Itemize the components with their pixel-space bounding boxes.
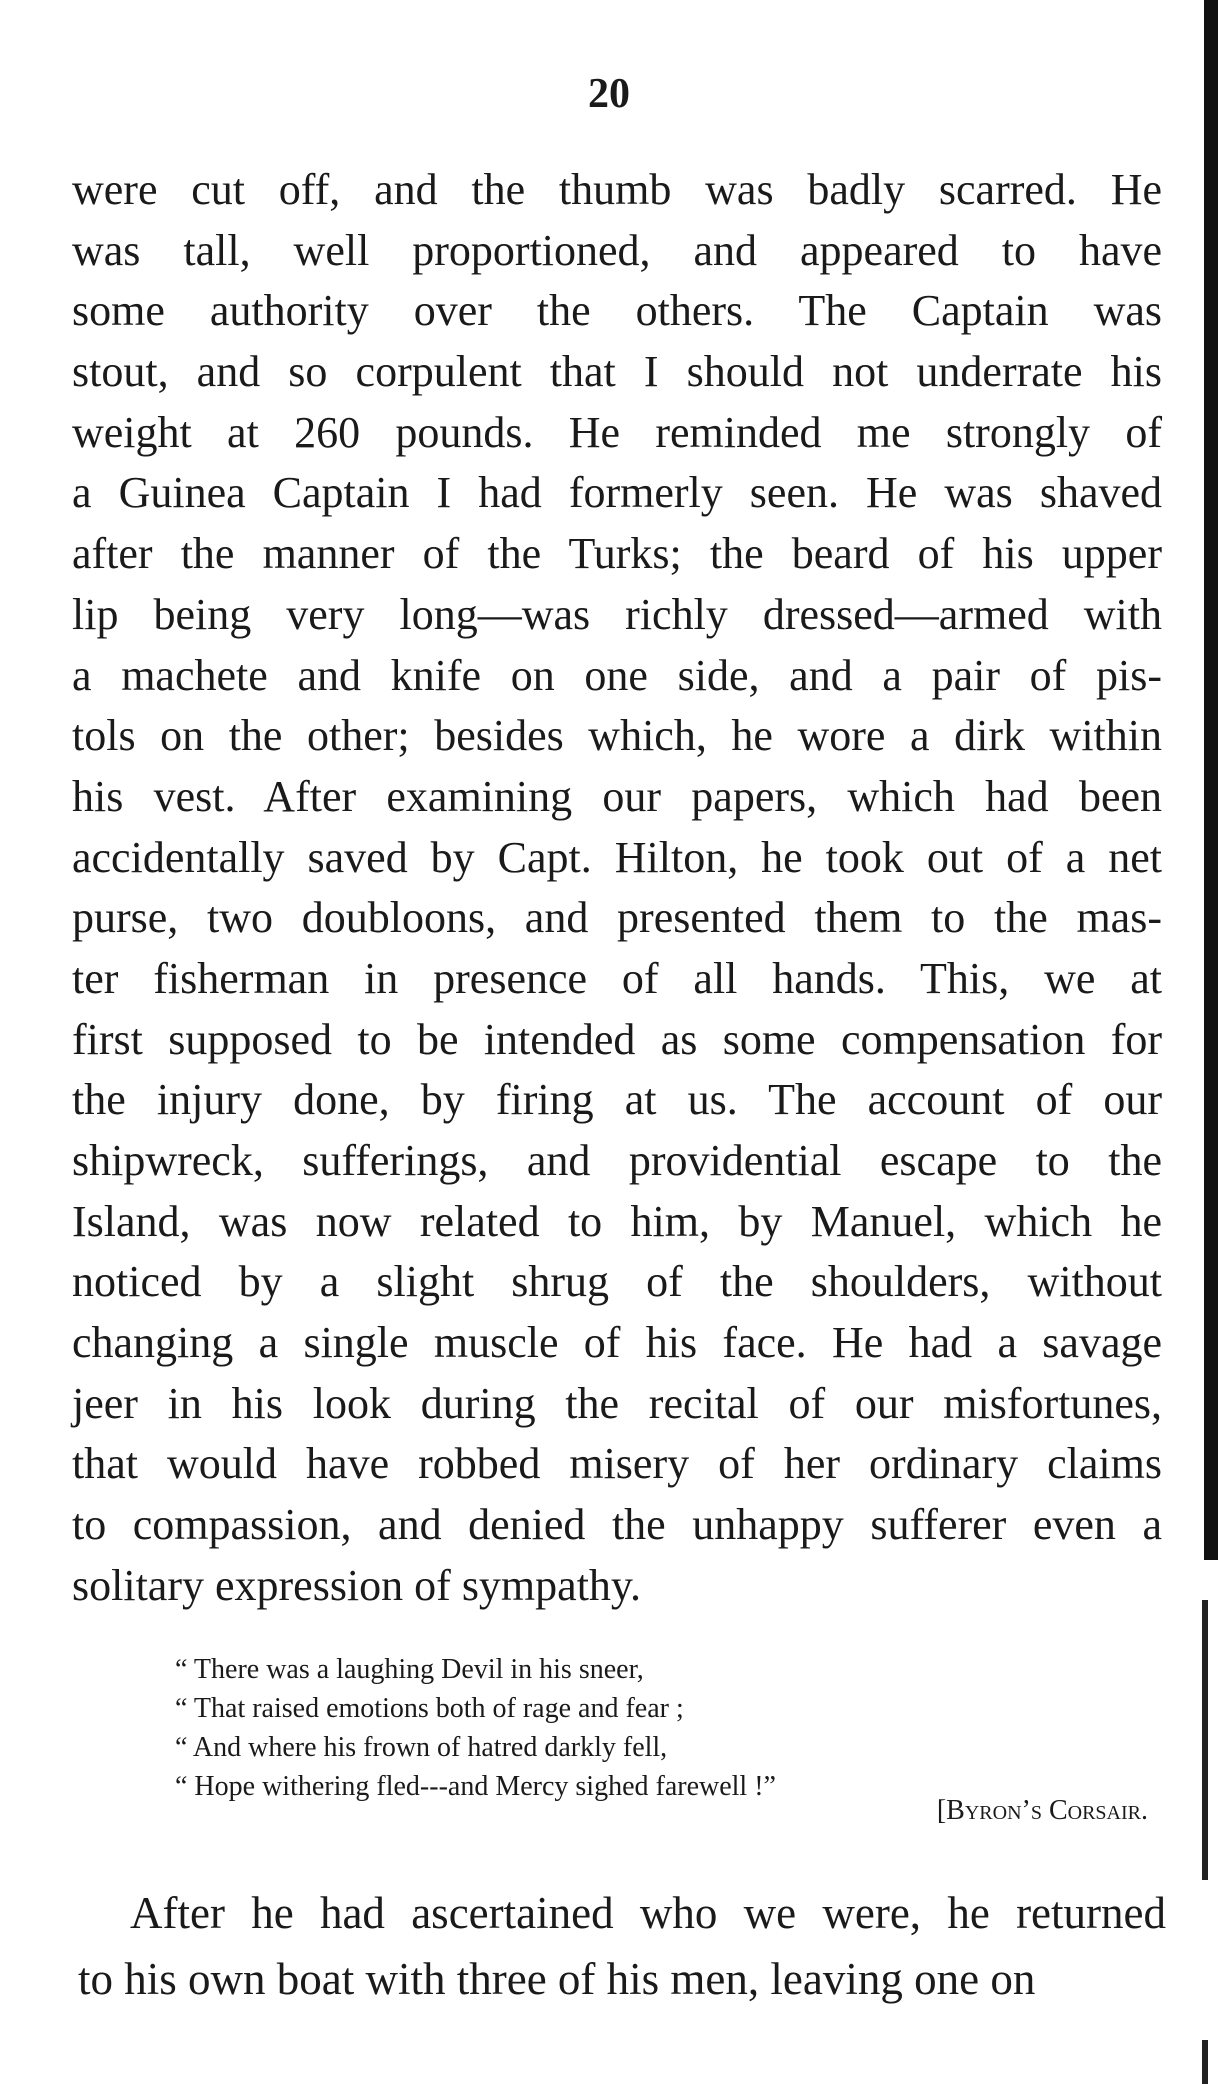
text-line: that would have robbed misery of her ordinary claims xyxy=(72,1439,1162,1489)
text-line: the injury done, by firing at us. The account of our xyxy=(72,1075,1162,1125)
text-line: his vest. After examining our papers, which had been xyxy=(72,771,1162,821)
text-line: after the manner of the Turks; the beard of his upper xyxy=(72,529,1162,579)
text-line: accidentally saved by Capt. Hilton, he took out of a net xyxy=(72,832,1162,882)
scan-edge-fragment xyxy=(1202,2040,1208,2084)
text-line: tols on the other; besides which, he wore a dirk within xyxy=(72,711,1162,761)
text-line: first supposed to be intended as some compensation for xyxy=(72,1014,1162,1064)
body-paragraph xyxy=(72,160,1162,1617)
text-line: shipwreck, sufferings, and providential escape to the xyxy=(72,1136,1162,1185)
verse-line: “ There was a laughing Devil in his sneer, xyxy=(175,1654,644,1685)
verse-attribution xyxy=(937,1795,1148,1827)
text-line: Island, was now related to him, by Manuel, which he xyxy=(72,1196,1162,1246)
scan-edge-fragment xyxy=(1202,1600,1208,1880)
text-line: to compassion, and denied the unhappy sufferer even a xyxy=(72,1500,1162,1550)
closing-paragraph xyxy=(78,1880,1166,2012)
text-line: weight at 260 pounds. He reminded me strongly of xyxy=(72,407,1162,457)
verse-line: “ Hope withering fled---and Mercy sighed farewell !” xyxy=(175,1771,776,1802)
attribution-source: Byron’s Corsair. xyxy=(946,1795,1148,1826)
text-line: purse, two doubloons, and presented them to the mas- xyxy=(72,893,1162,943)
text-line: jeer in his look during the recital of our misfortunes, xyxy=(72,1378,1162,1428)
page-number: 20 xyxy=(588,71,630,117)
text-line: to his own boat with three of his men, leaving one on xyxy=(78,1954,1036,2004)
verse-quotation xyxy=(175,1650,1135,1806)
text-line: lip being very long—was richly dressed—armed with xyxy=(72,589,1162,639)
verse-line: “ And where his frown of hatred darkly fell, xyxy=(175,1732,668,1763)
text-line: were cut off, and the thumb was badly scarred. He xyxy=(72,165,1162,214)
text-line: a machete and knife on one side, and a pair of pis- xyxy=(72,650,1162,700)
text-line: was tall, well proportioned, and appeared to have xyxy=(72,225,1162,275)
attribution-bracket: [ xyxy=(936,1795,947,1826)
scan-edge-bar xyxy=(1204,0,1218,1560)
text-line: After he had ascertained who we were, he returned xyxy=(130,1888,1166,1938)
text-line: changing a single muscle of his face. He had a savage xyxy=(72,1318,1162,1368)
verse-line: “ That raised emotions both of rage and fear ; xyxy=(175,1693,684,1724)
text-line: a Guinea Captain I had formerly seen. He was shaved xyxy=(72,468,1162,518)
text-line: solitary expression of sympathy. xyxy=(72,1560,642,1610)
text-line: noticed by a slight shrug of the shoulders, without xyxy=(72,1257,1162,1307)
text-line: ter fisherman in presence of all hands. This, we at xyxy=(72,953,1162,1003)
text-line: some authority over the others. The Captain was xyxy=(72,286,1162,336)
text-line: stout, and so corpulent that I should not underrate his xyxy=(72,347,1162,397)
